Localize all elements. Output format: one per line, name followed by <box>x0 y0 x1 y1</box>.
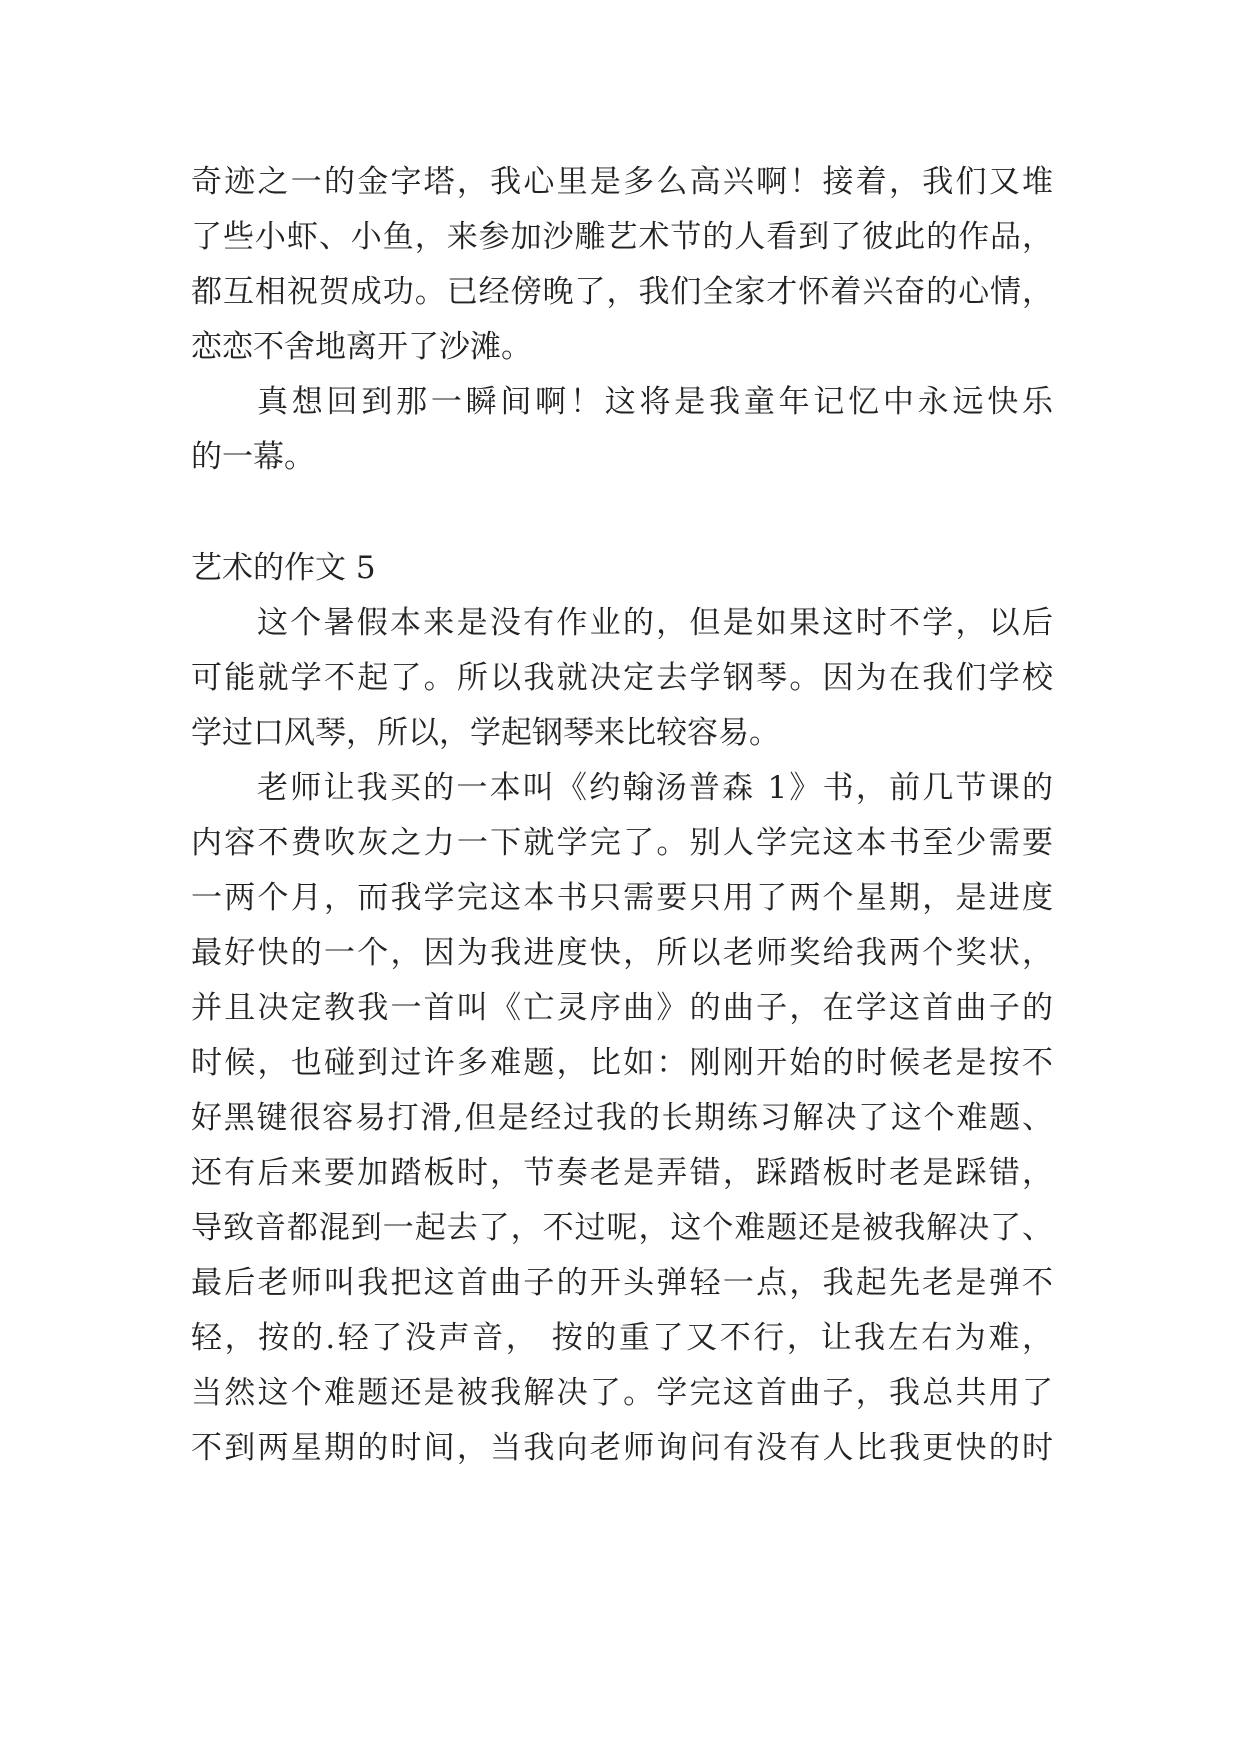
text-line: 好黑键很容易打滑,但是经过我的长期练习解决了这个难题、 <box>191 1100 1053 1136</box>
text-line: 都互相祝贺成功。已经傍晚了，我们全家才怀着兴奋的心情， <box>191 274 1053 310</box>
text-line: 了些小虾、小鱼，来参加沙雕艺术节的人看到了彼此的作品， <box>191 219 1053 255</box>
text-line: 最后老师叫我把这首曲子的开头弹轻一点，我起先老是弹不 <box>191 1265 1053 1301</box>
text-line: 不到两星期的时间，当我向老师询问有没有人比我更快的时 <box>191 1430 1053 1466</box>
closing-paragraph <box>191 375 1053 485</box>
text-line: 一两个月，而我学完这本书只需要只用了两个星期，是进度 <box>191 880 1053 916</box>
text-line: 最好快的一个，因为我进度快，所以老师奖给我两个奖状， <box>191 935 1053 971</box>
text-line: 内容不费吹灰之力一下就学完了。别人学完这本书至少需要 <box>191 825 1053 861</box>
continued-paragraph <box>191 155 1053 375</box>
section-title: 艺术的作文 5 <box>191 550 376 586</box>
document-body <box>191 155 1053 1476</box>
text-line: 这个暑假本来是没有作业的，但是如果这时不学，以后 <box>257 605 1053 641</box>
text-line: 学过口风琴，所以，学起钢琴来比较容易。 <box>191 715 780 751</box>
text-line: 轻，按的.轻了没声音， 按的重了又不行，让我左右为难， <box>191 1320 1053 1356</box>
text-line: 恋恋不舍地离开了沙滩。 <box>191 329 532 365</box>
paragraph-2 <box>191 761 1053 1476</box>
section-spacer <box>191 485 1053 541</box>
text-line: 的一幕。 <box>191 439 315 475</box>
text-line: 时候，也碰到过许多难题，比如：刚刚开始的时候老是按不 <box>191 1045 1053 1081</box>
text-line: 当然这个难题还是被我解决了。学完这首曲子，我总共用了 <box>191 1375 1053 1411</box>
text-line: 并且决定教我一首叫《亡灵序曲》的曲子，在学这首曲子的 <box>191 990 1053 1026</box>
text-line: 奇迹之一的金字塔，我心里是多么高兴啊！接着，我们又堆 <box>191 164 1053 200</box>
text-line: 可能就学不起了。所以我就决定去学钢琴。因为在我们学校 <box>191 660 1053 696</box>
text-line: 导致音都混到一起去了，不过呢，这个难题还是被我解决了、 <box>191 1210 1053 1246</box>
text-line: 真想回到那一瞬间啊！这将是我童年记忆中永远快乐 <box>257 384 1053 420</box>
text-line: 老师让我买的一本叫《约翰汤普森 1》书，前几节课的 <box>257 770 1053 806</box>
text-line: 还有后来要加踏板时，节奏老是弄错，踩踏板时老是踩错， <box>191 1155 1053 1191</box>
paragraph-1 <box>191 596 1053 761</box>
